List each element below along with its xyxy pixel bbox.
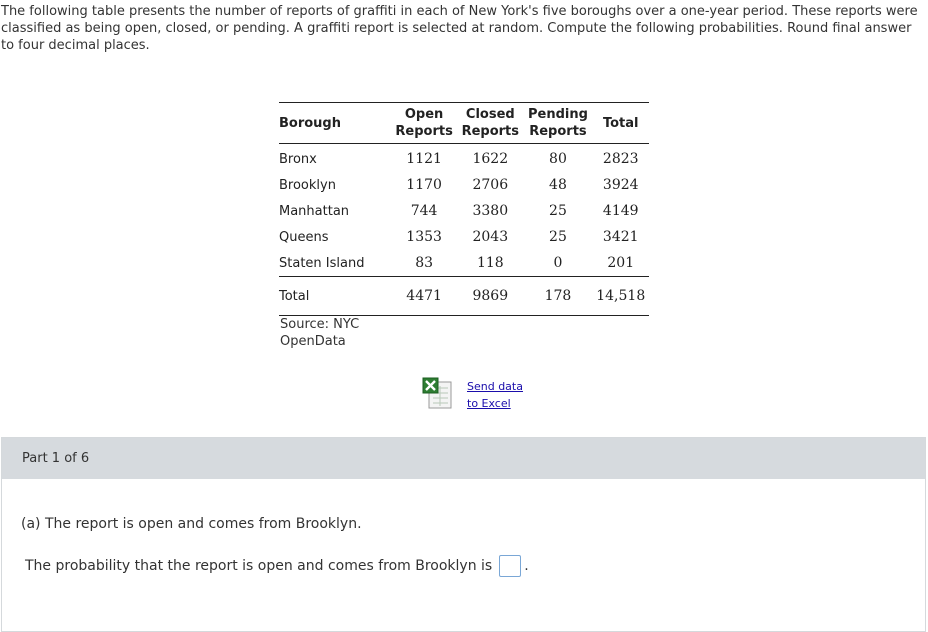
header-closed: Closed Reports — [457, 103, 523, 144]
cell-closed: 9869 — [457, 277, 523, 316]
send-data-to-excel-link[interactable]: Send data to Excel — [467, 380, 523, 410]
cell-pending: 25 — [549, 203, 567, 219]
answer-prompt: The probability that the report is open and comes from Brooklyn is — [25, 558, 493, 574]
cell-closed: 1622 — [472, 151, 509, 167]
cell-open: 4471 — [391, 277, 457, 316]
row-label: Queens — [279, 229, 329, 245]
cell-total: 2823 — [602, 151, 639, 167]
cell-pending: 25 — [549, 229, 567, 245]
cell-pending: 0 — [523, 250, 592, 277]
table-source: Source: NYC OpenData — [280, 317, 360, 349]
graffiti-table — [279, 102, 649, 316]
part-panel — [1, 437, 926, 632]
cell-closed: 3380 — [472, 203, 509, 219]
cell-pending: 178 — [523, 277, 592, 316]
problem-intro: The following table presents the number of reports of graffiti in each of New York's five boroughs over a one-year period. These reports were classified as being open, closed, or pending. A graffiti report is selected at random. Compute the following probabilities. Round final answer to four decimal places. — [1, 4, 918, 53]
header-open: Open Reports — [391, 103, 457, 144]
cell-total: 3421 — [602, 229, 639, 245]
cell-total: 14,518 — [592, 277, 649, 316]
cell-open: 744 — [410, 203, 438, 219]
cell-closed: 2706 — [472, 177, 509, 193]
table-row-bronx — [279, 144, 649, 173]
row-label: Bronx — [279, 151, 317, 167]
cell-pending: 80 — [549, 151, 567, 167]
table-row-staten-island — [279, 250, 649, 277]
table-row-queens — [279, 224, 649, 250]
part-header: Part 1 of 6 — [2, 438, 925, 479]
table-row-total — [279, 277, 649, 316]
cell-open: 1170 — [406, 177, 442, 193]
row-label: Brooklyn — [279, 177, 336, 193]
cell-total: 201 — [592, 250, 649, 277]
table-row-manhattan — [279, 198, 649, 224]
cell-closed: 2043 — [472, 229, 509, 245]
cell-closed: 118 — [457, 250, 523, 277]
cell-open: 83 — [391, 250, 457, 277]
cell-pending: 48 — [549, 177, 567, 193]
table-row-brooklyn — [279, 172, 649, 198]
excel-icon[interactable] — [421, 376, 455, 410]
answer-line — [25, 555, 529, 577]
cell-open: 1353 — [406, 229, 442, 245]
table-header-row — [279, 103, 649, 144]
row-label: Total — [279, 277, 391, 316]
answer-input[interactable] — [499, 555, 521, 577]
header-total: Total — [592, 103, 649, 144]
cell-total: 4149 — [602, 203, 639, 219]
cell-total: 3924 — [602, 177, 639, 193]
row-label: Staten Island — [279, 250, 391, 277]
cell-open: 1121 — [406, 151, 442, 167]
row-label: Manhattan — [279, 203, 350, 219]
header-borough: Borough — [279, 103, 391, 144]
answer-period: . — [524, 558, 529, 574]
question-text: (a) The report is open and comes from Brooklyn. — [21, 516, 362, 532]
header-pending: Pending Reports — [523, 103, 592, 144]
